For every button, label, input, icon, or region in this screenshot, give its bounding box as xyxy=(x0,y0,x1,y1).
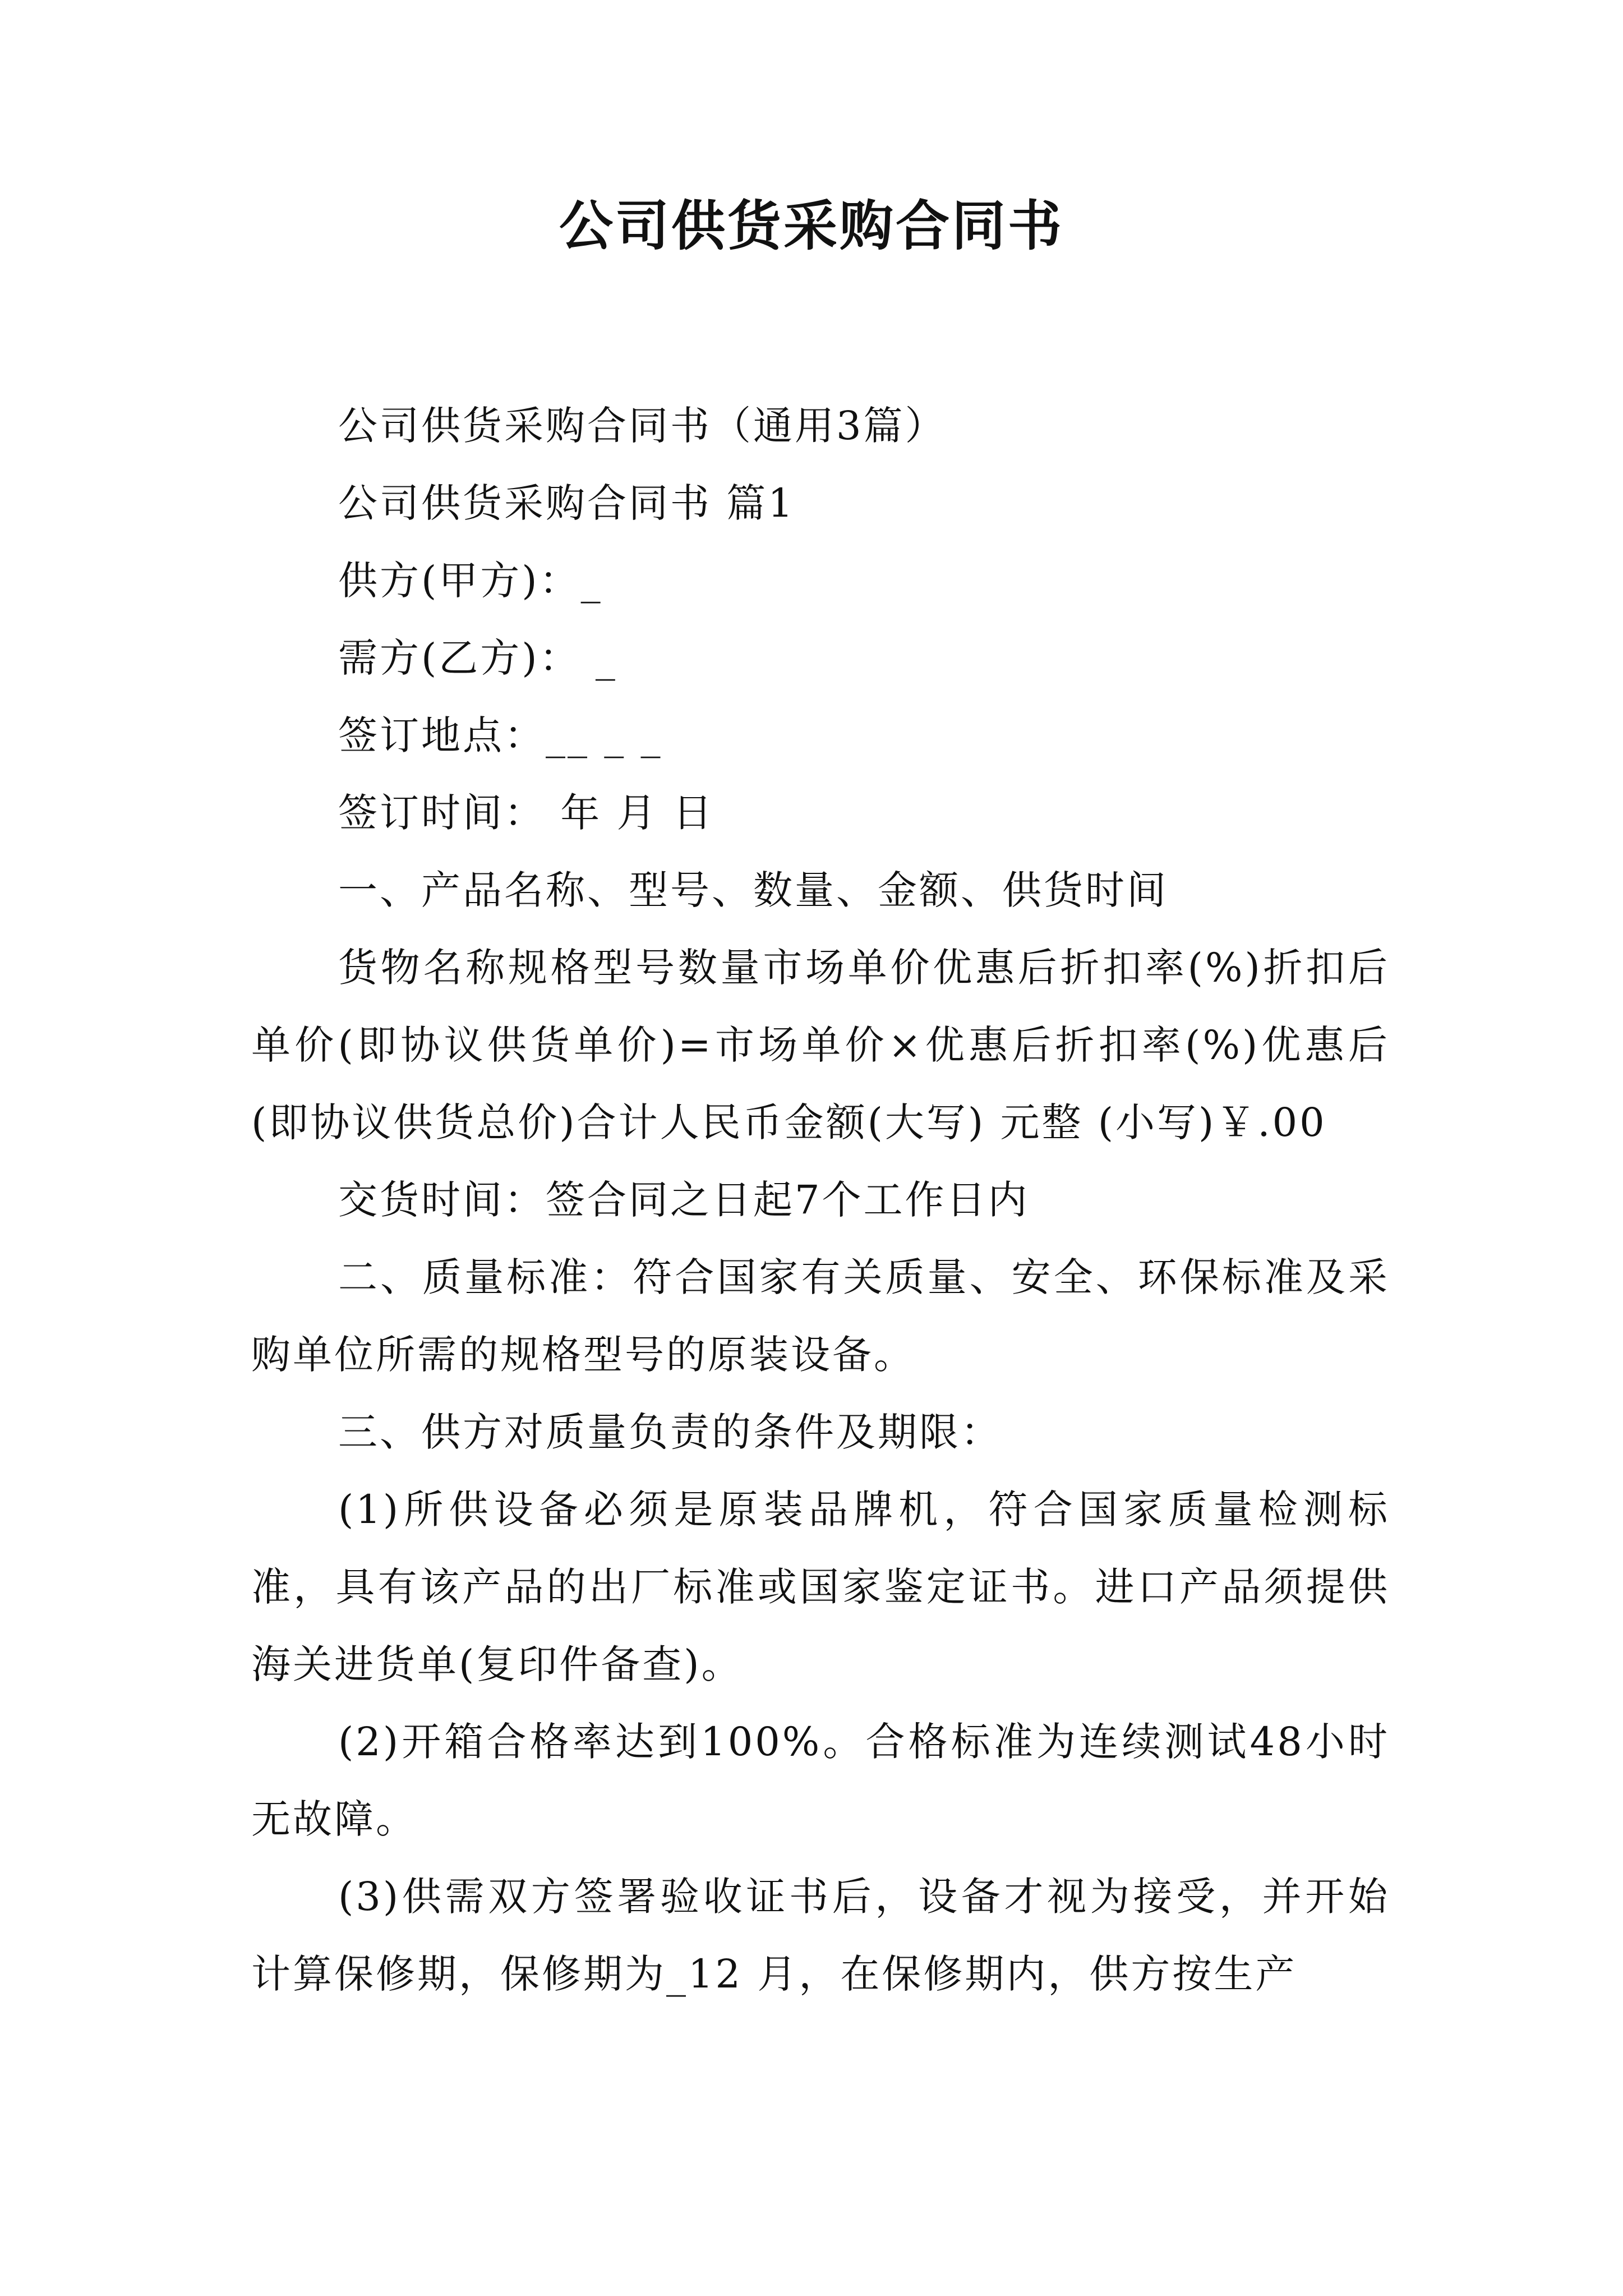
paragraph-section-title: 公司供货采购合同书 篇1 xyxy=(338,480,795,526)
document-body xyxy=(251,387,1390,2013)
paragraph-item-2: (2)开箱合格率达到100%。合格标准为连续测试48小时无故障。 xyxy=(251,1719,1390,1842)
paragraph-item-1: (1)所供设备必须是原装品牌机，符合国家质量检测标准，具有该产品的出厂标准或国家鉴定证书。进口产品须提供海关进货单(复印件备查)。 xyxy=(251,1487,1390,1687)
paragraph-goods-detail: 货物名称规格型号数量市场单价优惠后折扣率(%)折扣后单价(即协议供货单价)=市场单价×优惠后折扣率(%)优惠后(即协议供货总价)合计人民币金额(大写) 元整 (小写)￥.00 xyxy=(251,945,1390,1145)
paragraph-clause-3: 三、供方对质量负责的条件及期限： xyxy=(338,1409,1002,1455)
paragraph-sign-time: 签订时间： 年 月 日 xyxy=(338,790,714,836)
paragraph-clause-2: 二、质量标准：符合国家有关质量、安全、环保标准及采购单位所需的规格型号的原装设备。 xyxy=(251,1254,1390,1378)
paragraph-sign-place: 签订地点：__ _ _ xyxy=(338,712,663,758)
paragraph-supplier: 供方(甲方)：_ xyxy=(338,558,603,604)
paragraph-buyer: 需方(乙方)： _ xyxy=(338,635,617,681)
document-title: 公司供货采购合同书 xyxy=(559,194,1064,257)
paragraph-clause-1: 一、产品名称、型号、数量、金额、供货时间 xyxy=(338,867,1168,913)
paragraph-delivery-time: 交货时间：签合同之日起7个工作日内 xyxy=(338,1177,1030,1223)
paragraph-heading: 公司供货采购合同书（通用3篇） xyxy=(338,403,947,449)
paragraph-item-3: (3)供需双方签署验收证书后，设备才视为接受，并开始计算保修期，保修期为_12 月，在保修期内，供方按生产 xyxy=(251,1874,1390,1997)
